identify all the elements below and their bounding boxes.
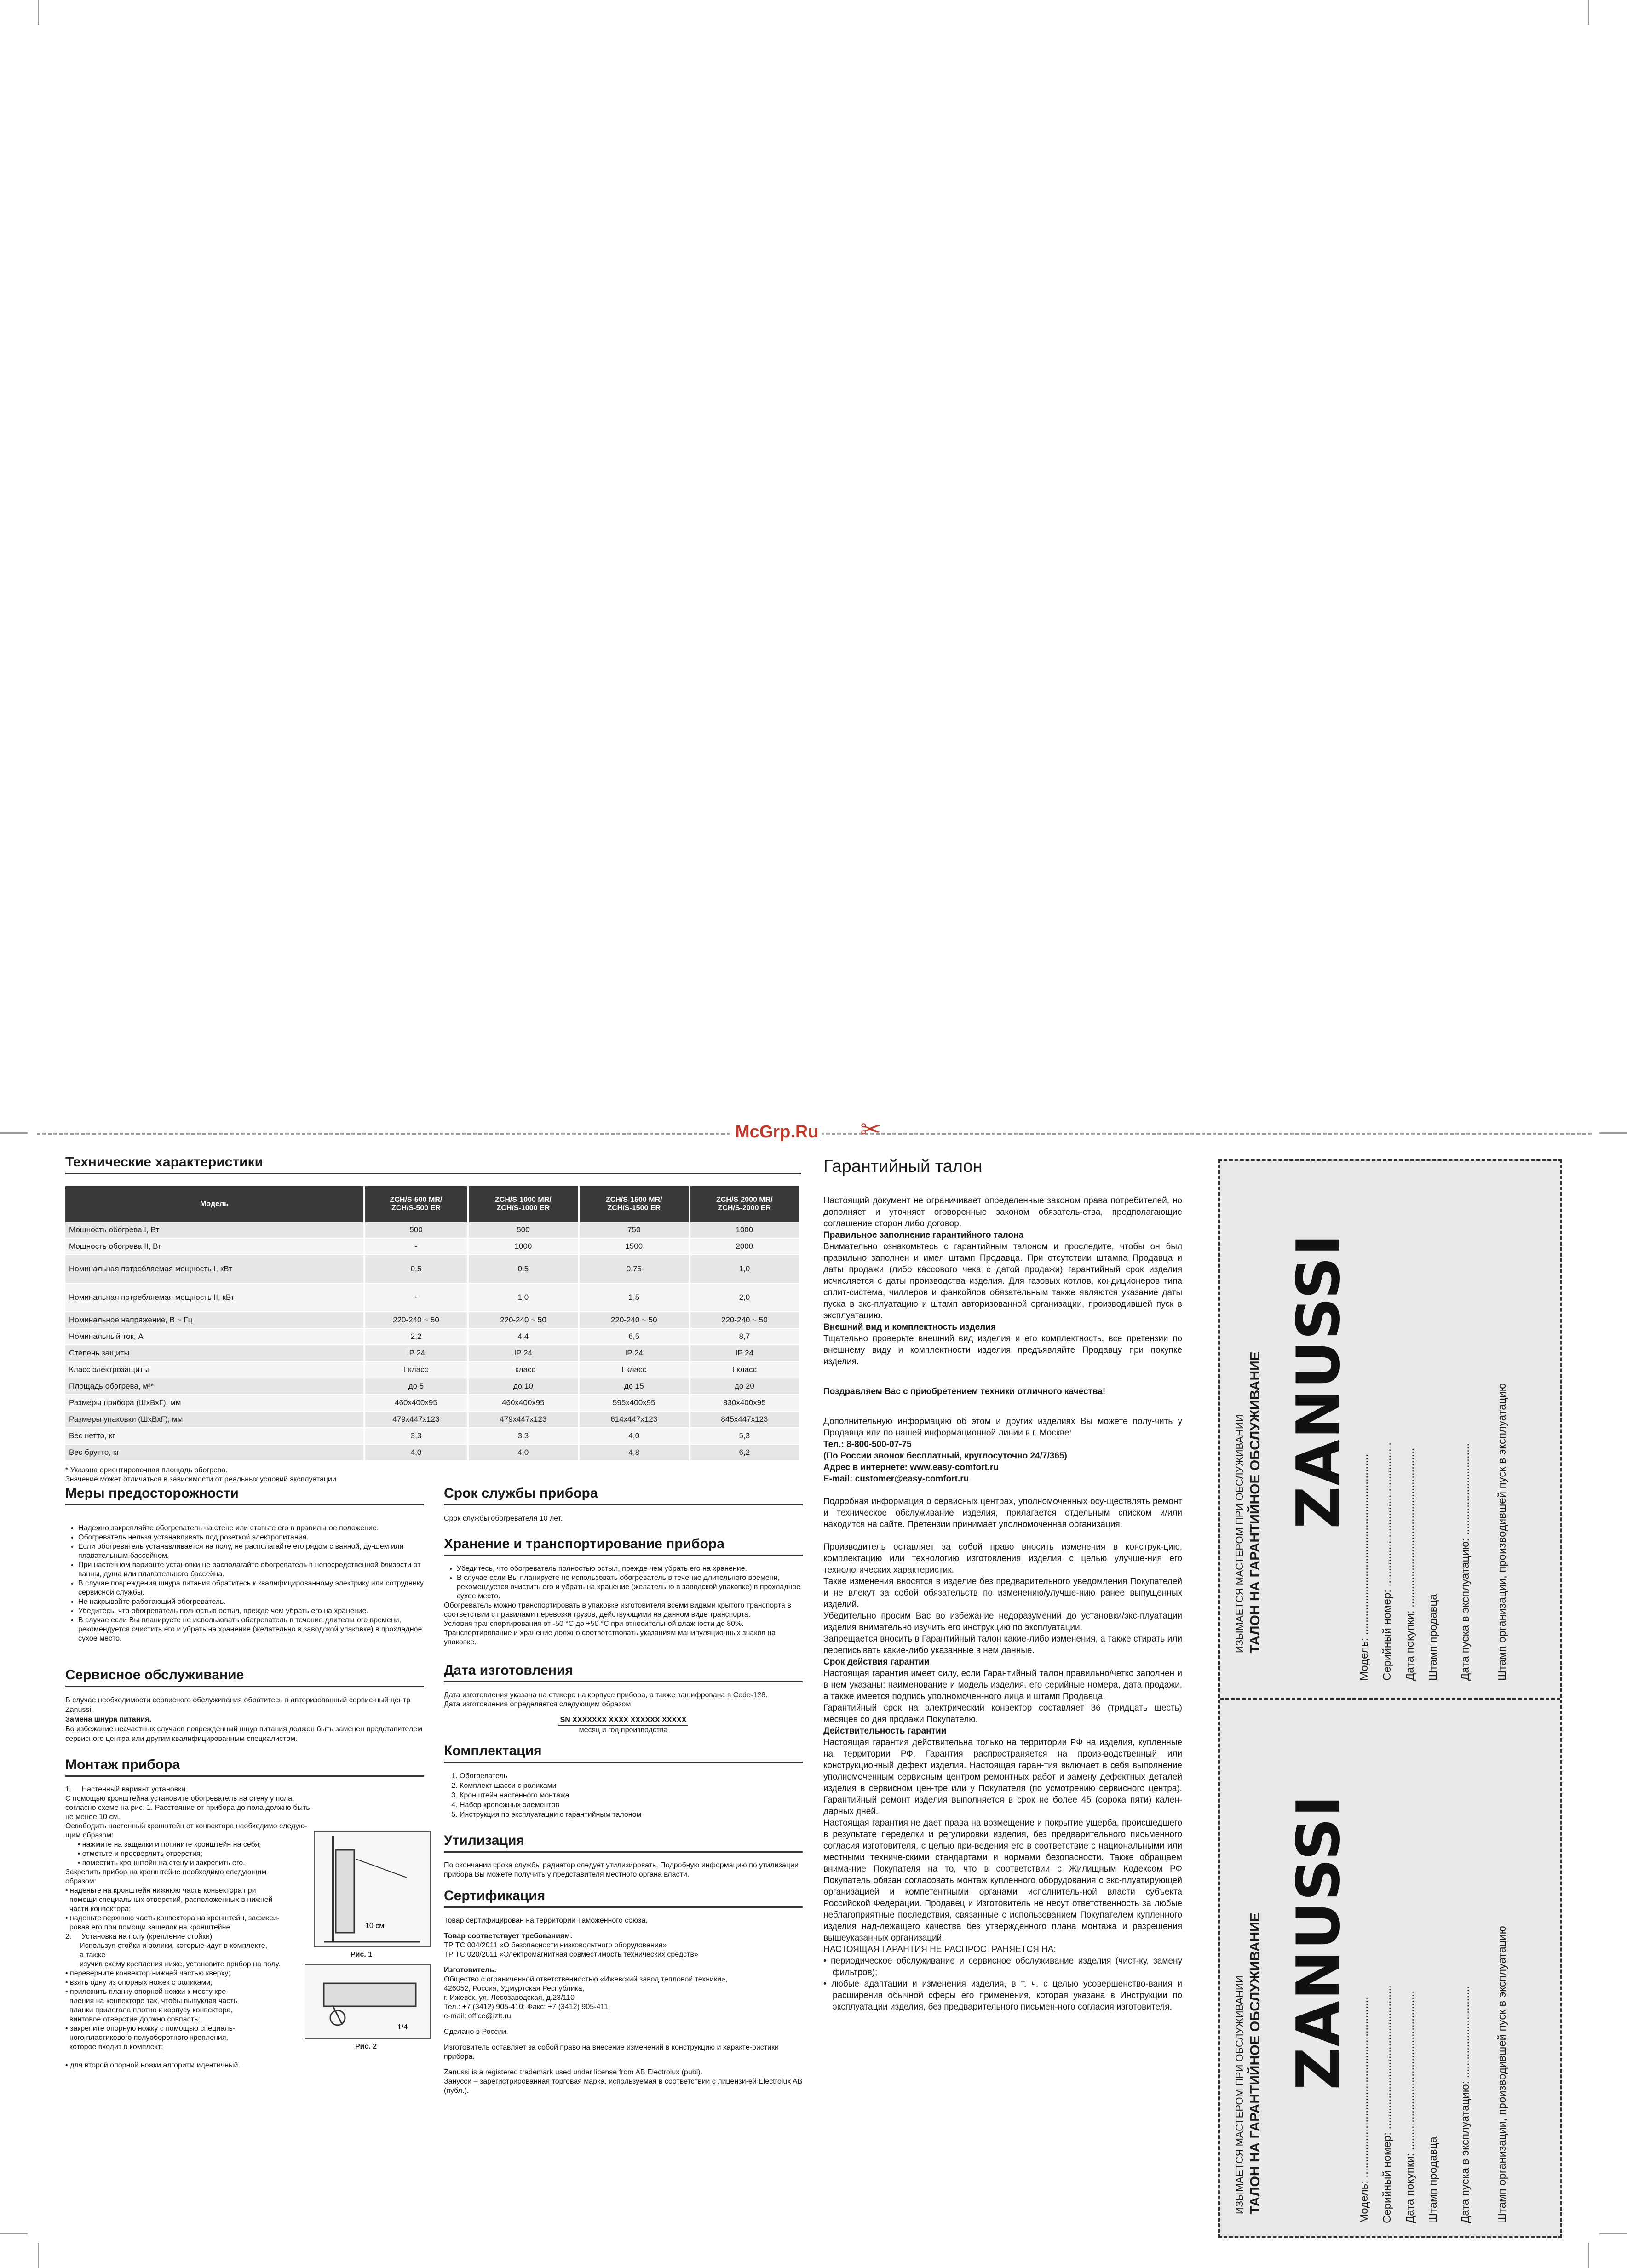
coupon-title: ТАЛОН НА ГАРАНТИЙНОЕ ОБСЛУЖИВАНИЕ <box>1248 1912 1263 2214</box>
mount-line: Используя стойки и ролики, которые идут в комплекте, <box>65 1942 268 1950</box>
mount-line: С помощью кронштейна установите обогреватель на стену у пола, <box>65 1795 294 1803</box>
spec-value: 4,8 <box>579 1444 690 1461</box>
spec-value: 2000 <box>690 1238 799 1255</box>
spec-param-name: Номинальный ток, А <box>65 1328 364 1345</box>
cert-req: ТР ТС 004/2011 «О безопасности низковольтного оборудования» <box>444 1941 667 1949</box>
spec-value: 595х400х95 <box>579 1395 690 1411</box>
spec-value: IP 24 <box>579 1345 690 1361</box>
coupon-start-date-field[interactable]: Дата пуска в эксплуатацию: .............................. <box>1459 1986 1472 2223</box>
zanussi-logo: ZANUSSI <box>1284 1794 1353 2090</box>
mount-line: 1. Настенный вариант установки <box>65 1786 186 1793</box>
spec-row <box>65 1428 799 1444</box>
spec-value: 500 <box>364 1222 468 1238</box>
serial-caption: месяц и год производства <box>579 1726 668 1734</box>
spec-row <box>65 1378 799 1395</box>
mount-line: Закрепить прибор на кронштейне необходимо следующим <box>65 1868 267 1876</box>
spec-row <box>65 1411 799 1428</box>
spec-param-name: Размеры упаковки (ШхВхГ), мм <box>65 1411 364 1428</box>
spec-table <box>65 1186 799 1461</box>
spec-value: 1500 <box>579 1238 690 1255</box>
kit-list <box>444 1771 803 1820</box>
mount-line <box>65 2052 351 2061</box>
coupon-seller-stamp: Штамп продавца <box>1427 1594 1439 1681</box>
spec-header-cell: Модель <box>65 1186 364 1222</box>
coupon-top-label: ИЗЫМАЕТСЯ МАСТЕРОМ ПРИ ОБСЛУЖИВАНИИ <box>1234 1414 1245 1653</box>
spec-row <box>65 1238 799 1255</box>
mount-line: ного пластикового полуоборотного крепления, <box>65 2034 228 2042</box>
spec-value: 8,7 <box>690 1328 799 1345</box>
service-text: Во избежание несчастных случаев поврежденный шнур питания должен быть заменен представителем сервисного центра или другим квалифицированным специалистом. <box>65 1725 423 1743</box>
storage-text: Обогреватель можно транспортировать в упаковке изготовителя всеми видами крытого транспорта в соответствии с правилами перевозки грузов, действующими на данном виде транспорта. <box>444 1602 791 1619</box>
coupon-serial-field[interactable]: Серийный номер: ............................................... <box>1381 1442 1393 1681</box>
warranty-text: Гарантийный срок на электрический конвектор составляет 36 (тридцать шесть) месяцев со дня продажи Покупателю. <box>823 1703 1182 1724</box>
life-section <box>444 1486 803 1523</box>
cert-tm: Zanussi is a registered trademark used under license from AB Electrolux (publ). <box>444 2068 703 2076</box>
spec-header-cell: ZCH/S-1500 MR/ ZCH/S-1500 ER <box>579 1186 690 1222</box>
spec-value: 6,2 <box>690 1444 799 1461</box>
crop-mark <box>1599 2233 1627 2234</box>
date-text: Дата изготовления указана на стикере на корпусе прибора, а также зашифрована в Code-128. <box>444 1691 768 1699</box>
kit-item: 4. Набор крепежных элементов <box>460 1800 803 1810</box>
mount-line: • поместить кронштейн на стену и закрепить его. <box>65 1859 245 1867</box>
spec-row <box>65 1361 799 1378</box>
scissors-icon: ✂ <box>860 1116 881 1143</box>
precautions-title: Меры предосторожности <box>65 1486 424 1505</box>
spec-row <box>65 1283 799 1312</box>
warranty-exclusion: • любые адаптации и изменения изделия, в т. ч. с целью усовершенство-вания и расширения обычной сферы его применения, которая указана в Инструкции по эксплуатации изделия, без предварительного письмен-ного согласия изготовителя. <box>823 1979 1182 2012</box>
mount-line: • наденьте верхнюю часть конвектора на кронштейн, зафикси- <box>65 1914 280 1922</box>
spec-value: 460х400х95 <box>468 1395 579 1411</box>
spec-value: 2,0 <box>690 1283 799 1312</box>
mount-line: • взять одну из опорных ножек с роликами; <box>65 1979 213 1987</box>
life-title: Срок службы прибора <box>444 1486 803 1505</box>
kit-item: 3. Кронштейн настенного монтажа <box>460 1791 803 1800</box>
cert-made: Сделано в России. <box>444 2028 508 2036</box>
warranty-text: Настоящая гарантия имеет силу, если Гарантийный талон правильно/четко заполнен и в нем указаны: наименование и модель изделия, его серийные номера, дата продажи, а также имеется подпись уполномочен-ного лица и штамп Продавца. <box>823 1669 1182 1701</box>
cert-title: Сертификация <box>444 1888 803 1908</box>
spec-value: IP 24 <box>690 1345 799 1361</box>
spec-param-name: Площадь обогрева, м²* <box>65 1378 364 1395</box>
warranty-exclusions-title: НАСТОЯЩАЯ ГАРАНТИЯ НЕ РАСПРОСТРАНЯЕТСЯ НА: <box>823 1945 1056 1954</box>
warranty-text: Внимательно ознакомьтесь с гарантийным талоном и проследите, чтобы он был правильно заполнен и имел штамп Продавца. При отсутствии штампа Продавца и даты продажи (либо кассового чека с датой продажи) гарантийный срок изделия исчисляется с даты производства изделия. Для газовых котлов, кондиционеров типа сплит-система, чиллеров и фанкойлов обязательным также являются указание даты пуска в экс-плуатацию и штамп авторизованной организации, производившей пуск в эксплуатацию. <box>823 1242 1182 1321</box>
warranty-text: Такие изменения вносятся в изделие без предварительного уведомления Покупателей и не влекут за собой обязательств по изменению/улучше-нию ранее выпущенных изделий. <box>823 1577 1182 1609</box>
spec-value: I класс <box>579 1361 690 1378</box>
precautions-section <box>65 1486 424 1643</box>
spec-param-name: Степень защиты <box>65 1345 364 1361</box>
mount-line: ровав его при помощи защелок на кронштейне. <box>65 1923 232 1931</box>
figure-1-wall-mount <box>314 1831 431 1947</box>
spec-header-cell: ZCH/S-1000 MR/ ZCH/S-1000 ER <box>468 1186 579 1222</box>
mount-line: планки прилегала плотно к корпусу конвектора, <box>65 2006 233 2014</box>
warranty-text: Настоящая гарантия действительна только на территории РФ на изделия, купленные на территории РФ. Гарантия распространяется на произ-водственный или конструкционный дефект изделия. Настоящая гаран-тия включает в себя выполнение уполномоченным сервисным центром ремонтных работ и замену дефектных деталей изделия в сервисном цен-тре или у Покупателя (по усмотрению сервисного центра). Гарантийный ремонт изделия выполняется в срок не более 45 (сорока пяти) кален-дарных дней. <box>823 1738 1182 1816</box>
fig1-label: 10 см <box>365 1922 385 1930</box>
spec-value: 220-240 ~ 50 <box>690 1312 799 1328</box>
spec-value: 479х447х123 <box>364 1411 468 1428</box>
spec-value: 0,75 <box>579 1255 690 1283</box>
spec-value: 220-240 ~ 50 <box>579 1312 690 1328</box>
spec-value: 0,5 <box>468 1255 579 1283</box>
spec-param-name: Размеры прибора (ШхВхГ), мм <box>65 1395 364 1411</box>
spec-value: 460х400х95 <box>364 1395 468 1411</box>
mount-line: • переверните конвектор нижней частью кверху; <box>65 1969 230 1977</box>
crop-mark <box>38 2243 39 2268</box>
warranty-email[interactable]: E-mail: customer@easy-comfort.ru <box>823 1474 969 1484</box>
precautions-list <box>65 1524 424 1643</box>
spec-value: 614х447х123 <box>579 1411 690 1428</box>
cert-mfr-line: Общество с ограниченной ответственностью «Ижевский завод тепловой техники», <box>444 1975 728 1983</box>
spec-value: 750 <box>579 1222 690 1238</box>
mount-line: не менее 10 см. <box>65 1813 120 1821</box>
storage-section <box>444 1536 803 1647</box>
coupon-date-field[interactable]: Дата покупки: .................................................... <box>1404 1448 1416 1681</box>
spec-value: IP 24 <box>468 1345 579 1361</box>
crop-mark <box>38 0 39 25</box>
spec-header-cell: ZCH/S-500 MR/ ZCH/S-500 ER <box>364 1186 468 1222</box>
serial-format: SN XXXXXXX XXXX XXXXXX XXXXX <box>558 1716 689 1726</box>
cert-section <box>444 1888 803 2096</box>
spec-param-name: Мощность обогрева II, Вт <box>65 1238 364 1255</box>
cert-tm: Занусси – зарегистрированная торговая марка, используемая в соответствии с лицензи-ей Electrolux AB (публ.). <box>444 2078 803 2095</box>
storage-title: Хранение и транспортирование прибора <box>444 1536 803 1556</box>
spec-param-name: Номинальная потребляемая мощность I, кВт <box>65 1255 364 1283</box>
spec-value: 6,5 <box>579 1328 690 1345</box>
spec-value: - <box>364 1238 468 1255</box>
mount-line: образом: <box>65 1878 97 1885</box>
mount-title: Монтаж прибора <box>65 1757 424 1777</box>
spec-param-name: Вес брутто, кг <box>65 1444 364 1461</box>
spec-param-name: Мощность обогрева I, Вт <box>65 1222 364 1238</box>
spec-value: 4,0 <box>364 1444 468 1461</box>
mount-line: помощи специальных отверстий, расположенных в нижней <box>65 1896 273 1904</box>
cert-req-title: Товар соответствует требованиям: <box>444 1932 573 1940</box>
mount-line: Освободить настенный кронштейн от конвектора необходимо следую- <box>65 1822 307 1830</box>
spec-param-name: Номинальное напряжение, В ~ Гц <box>65 1312 364 1328</box>
cert-mfr-title: Изготовитель: <box>444 1966 497 1974</box>
coupon-title: ТАЛОН НА ГАРАНТИЙНОЕ ОБСЛУЖИВАНИЕ <box>1248 1351 1263 1653</box>
kit-title: Комплектация <box>444 1743 803 1763</box>
spec-note: * Указана ориентировочная площадь обогрева. <box>65 1466 228 1474</box>
spec-value: 5,3 <box>690 1428 799 1444</box>
spec-row <box>65 1255 799 1283</box>
crop-mark <box>1588 0 1589 25</box>
mount-line: 2. Установка на полу (крепление стойки) <box>65 1933 213 1941</box>
mount-line: которое входит в комплект; <box>65 2043 163 2051</box>
spec-value: 3,3 <box>468 1428 579 1444</box>
mount-line: • для второй опорной ножки алгоритм идентичный. <box>65 2061 240 2069</box>
mount-section <box>65 1757 424 2070</box>
warranty-exclusion-text: любые адаптации и изменения изделия, в т. ч. с целью усовершенство-вания и расширения обычной сферы его применения, которая указана в Инструкции по эксплуатации изделия, без предварительного письмен-ного согласия изготовителя. <box>831 1979 1182 2012</box>
warranty-text: Настоящий документ не ограничивает определенные законом права потребителей, но дополняет и уточняет оговоренные законом обязатель-ства, предполагающие соглашение сторон либо договор. <box>823 1196 1182 1229</box>
warranty-phone: Тел.: 8-800-500-07-75 <box>823 1440 912 1449</box>
figure-2-caption: Рис. 2 <box>355 2043 377 2050</box>
spec-value: 1,5 <box>579 1283 690 1312</box>
mount-line: • приложить планку опорной ножки к месту кре- <box>65 1988 229 1996</box>
precaution-item: • Надежно закрепляйте обогреватель на стене или ставьте его в правильное положение. <box>78 1524 424 1533</box>
cert-mfr <box>444 1975 803 2021</box>
spec-note: Значение может отличаться в зависимости от реальных условий эксплуатации <box>65 1476 336 1483</box>
cert-mfr-line: г. Ижевск, ул. Лесозаводская, д.23/110 <box>444 1994 575 2002</box>
warranty-subtitle: Правильное заполнение гарантийного талона <box>823 1230 1024 1240</box>
disposal-section <box>444 1833 803 1879</box>
warranty-exclusion: • периодическое обслуживание и сервисное обслуживание изделия (чист-ку, замену фильтров); <box>823 1956 1183 1977</box>
spec-row <box>65 1222 799 1238</box>
mount-line: а также <box>65 1951 106 1959</box>
spec-value: 220-240 ~ 50 <box>364 1312 468 1328</box>
coupon-model-field[interactable]: Модель: ........................................................... <box>1358 1454 1370 1681</box>
cert-rights: Изготовитель оставляет за собой право на внесение изменений в конструкцию и характе-ристики прибора. <box>444 2044 779 2061</box>
spec-row <box>65 1395 799 1411</box>
precaution-item: • В случае повреждения шнура питания обратитесь к квалифицированному электрику или сотруднику сервисной службы. <box>78 1579 424 1597</box>
cert-text: Товар сертифицирован на территории Таможенного союза. <box>444 1917 648 1924</box>
spec-value: - <box>364 1283 468 1312</box>
disposal-text: По окончании срока службы радиатор следует утилизировать. Подробную информацию по утилизации прибора Вы можете получить у представителя местного органа власти. <box>444 1861 799 1878</box>
spec-row <box>65 1328 799 1345</box>
mount-line: винтовое отверстие должно совпасть; <box>65 2015 200 2023</box>
service-section <box>65 1667 424 1744</box>
figure-1-caption: Рис. 1 <box>351 1951 373 1958</box>
spec-title: Технические характеристики <box>65 1154 801 1174</box>
storage-text: Условия транспортирования от -50 °С до +50 °С при относительной влажности до 80%. <box>444 1620 744 1628</box>
spec-param-name: Класс электрозащиты <box>65 1361 364 1378</box>
spec-value: 1000 <box>690 1222 799 1238</box>
warranty-text: Настоящая гарантия не дает права на возмещение и покрытие ущерба, происшедшего в результате переделки и регулировки изделия, без предварительного письменного согласия изготовителя, с целью при-ведения его в соответствие с национальными или местными техниче-скими стандартами и нормами безопасности. Также обращаем внима-ние Покупателя на то, что в соответствии с Жилищным Кодексом РФ Покупатель обязан согласовать монтаж купленного оборудования с экс-плуатирующей организацией и компетентными органами исполнитель-ной власти субъекта Российской Федерации. Продавец и Изготовитель не несут ответственность за любые неблагоприятные последствия, связанные с использованием Покупателем купленного изделия над-лежащего качества без утвержденного плана монтажа и разрешения вышеуказанных организаций. <box>823 1818 1182 1943</box>
wall-mount-drawing <box>315 1832 430 1946</box>
crop-mark <box>1599 1132 1627 1134</box>
watermark: McGrp.Ru <box>731 1122 822 1142</box>
precaution-item: • Обогреватель нельзя устанавливать под розеткой электропитания. <box>78 1533 424 1542</box>
storage-list <box>444 1564 803 1601</box>
spec-value: 1,0 <box>468 1283 579 1312</box>
warranty-title: Гарантийный талон <box>823 1157 983 1176</box>
spec-value: 830х400х95 <box>690 1395 799 1411</box>
warranty-section <box>823 1157 1182 2013</box>
spec-value: 1,0 <box>690 1255 799 1283</box>
crop-mark <box>1588 2243 1589 2268</box>
disposal-title: Утилизация <box>444 1833 803 1853</box>
warranty-congrats: Поздравляем Вас с приобретением техники отличного качества! <box>823 1387 1106 1396</box>
life-text: Срок службы обогревателя 10 лет. <box>444 1515 563 1522</box>
spec-value: 4,4 <box>468 1328 579 1345</box>
spec-value: 220-240 ~ 50 <box>468 1312 579 1328</box>
spec-value: до 5 <box>364 1378 468 1395</box>
spec-row <box>65 1444 799 1461</box>
warranty-subtitle: Внешний вид и комплектность изделия <box>823 1322 996 1332</box>
cert-mfr-line: e-mail: office@iztt.ru <box>444 2012 511 2020</box>
spec-value: 2,2 <box>364 1328 468 1345</box>
mount-line: изучив схему крепления ниже, установите прибор на полу. <box>65 1960 281 1968</box>
coupon-org-stamp: Штамп организации, производившей пуск в эксплуатацию <box>1496 1926 1508 2223</box>
spec-value: I класс <box>468 1361 579 1378</box>
spec-value: 845х447х123 <box>690 1411 799 1428</box>
coupon-seller-stamp: Штамп продавца <box>1427 2136 1439 2223</box>
coupon-start-date-field[interactable]: Дата пуска в эксплуатацию: .............................. <box>1459 1443 1472 1681</box>
spec-header-cell: ZCH/S-2000 MR/ ZCH/S-2000 ER <box>690 1186 799 1222</box>
spec-row <box>65 1345 799 1361</box>
warranty-text: Убедительно просим Вас во избежание недоразумений до установки/экс-плуатации изделия внимательно изучить его инструкцию по эксплуатации. <box>823 1611 1182 1632</box>
spec-value: 4,0 <box>468 1444 579 1461</box>
spec-value: 3,3 <box>364 1428 468 1444</box>
spec-row <box>65 1312 799 1328</box>
mount-line: пления на конвекторе так, чтобы выпуклая часть <box>65 1997 237 2005</box>
warranty-text: Запрещается вносить в Гарантийный талон какие-либо изменения, а также стирать или переписывать какие-либо указанные в нем данные. <box>823 1634 1182 1655</box>
warranty-exclusion-text: периодическое обслуживание и сервисное обслуживание изделия (чист-ку, замену фильтров); <box>831 1956 1183 1977</box>
service-coupon <box>1218 1159 1562 2238</box>
spec-value: 479х447х123 <box>468 1411 579 1428</box>
warranty-text: Производитель оставляет за собой право вносить изменения в конструк-цию, комплектацию или технологию изготовления изделия с целью улучше-ния его технологических характеристик. <box>823 1542 1182 1575</box>
coupon-serial-field[interactable]: Серийный номер: ............................................... <box>1381 1985 1393 2223</box>
spec-param-name: Вес нетто, кг <box>65 1428 364 1444</box>
precaution-item: • Убедитесь, что обогреватель полностью остыл, прежде чем убрать его на хранение. <box>78 1607 424 1616</box>
warranty-text: Дополнительную информацию об этом и других изделиях Вы можете полу-чить у Продавца или по нашей информационной линии в г. Москве: <box>823 1417 1182 1438</box>
warranty-text: Тщательно проверьте внешний вид изделия и его комплектность, все претензии по внешнему виду и комплектности изделия предъявляйте Продавцу при покупке изделия. <box>823 1334 1182 1367</box>
date-text: Дата изготовления определяется следующим образом: <box>444 1700 633 1708</box>
coupon-cut-line <box>1220 1698 1560 1700</box>
spec-value: до 20 <box>690 1378 799 1395</box>
warranty-subtitle: Действительность гарантии <box>823 1726 947 1736</box>
mount-line: • нажмите на защелки и потяните кронштейн на себя; <box>65 1841 261 1849</box>
mount-line: • закрепите опорную ножку с помощью специаль- <box>65 2025 236 2033</box>
storage-text: Транспортирование и хранение должно соответствовать указаниям манипуляционных знаков на упаковке. <box>444 1629 776 1646</box>
kit-item: 5. Инструкция по эксплуатации с гарантийным талоном <box>460 1810 803 1820</box>
coupon-org-stamp: Штамп организации, производившей пуск в эксплуатацию <box>1496 1383 1508 1681</box>
kit-item: 2. Комплект шасси с роликами <box>460 1781 803 1791</box>
spec-value: 4,0 <box>579 1428 690 1444</box>
warranty-text: Подробная информация о сервисных центрах, уполномоченных осу-ществлять ремонт и техническое обслуживание изделия, прилагается отдельным списком и/или находится на сайте. Претензии принимает уполномоченная организация. <box>823 1497 1182 1529</box>
spec-value: до 10 <box>468 1378 579 1395</box>
mount-line: • наденьте на кронштейн нижнюю часть конвектора при <box>65 1887 256 1895</box>
spec-value: IP 24 <box>364 1345 468 1361</box>
coupon-model-field[interactable]: Модель: ........................................................... <box>1358 1997 1370 2223</box>
cert-req: ТР ТС 020/2011 «Электромагнитная совместимость технических средств» <box>444 1951 698 1958</box>
storage-item: • В случае если Вы планируете не использовать обогреватель в течение длительного времени, рекомендуется очистить его и убрать на хранение (желательно в заводской упаковке) в прохладное сухое место. <box>457 1573 803 1601</box>
fig2-label: 1/4 <box>397 2023 408 2031</box>
warranty-free-note: (По России звонок бесплатный, круглосуточно 24/7/365) <box>823 1451 1067 1461</box>
coupon-top-label: ИЗЫМАЕТСЯ МАСТЕРОМ ПРИ ОБСЛУЖИВАНИИ <box>1234 1975 1245 2214</box>
precaution-item: • В случае если Вы планируете не использовать обогреватель в течение длительного времени, рекомендуется очистить его и убрать на хранение (желательно в заводской упаковке) в прохладное сухое место. <box>78 1616 424 1643</box>
warranty-website[interactable]: Адрес в интернете: www.easy-comfort.ru <box>823 1463 999 1472</box>
storage-item: • Убедитесь, что обогреватель полностью остыл, прежде чем убрать его на хранение. <box>457 1564 803 1573</box>
date-title: Дата изготовления <box>444 1663 803 1682</box>
spec-value: 0,5 <box>364 1255 468 1283</box>
spec-value: I класс <box>690 1361 799 1378</box>
mount-line: части конвектора; <box>65 1905 131 1913</box>
cert-mfr-line: Тел.: +7 (3412) 905-410; Факс: +7 (3412) 905-411, <box>444 2003 610 2011</box>
floor-mount-drawing <box>305 1965 430 2038</box>
spec-section <box>65 1154 801 1484</box>
zanussi-logo: ZANUSSI <box>1284 1233 1353 1529</box>
warranty-subtitle: Срок действия гарантии <box>823 1657 930 1667</box>
precaution-item: • Не накрывайте работающий обогреватель. <box>78 1597 424 1607</box>
kit-item: 1. Обогреватель <box>460 1771 803 1781</box>
precaution-item: • При настенном варианте установки не располагайте обогреватель в непосредственной близости от ванны, душа или плавательного бассейна. <box>78 1561 424 1579</box>
service-subtitle: Замена шнура питания. <box>65 1716 151 1723</box>
cert-mfr-line: 426052, Россия, Удмуртская Республика, <box>444 1985 585 1992</box>
date-section <box>444 1663 803 1735</box>
spec-param-name: Номинальная потребляемая мощность II, кВт <box>65 1283 364 1312</box>
figure-2-floor-mount <box>305 1964 431 2039</box>
mount-line: • отметьте и просверлить отверстия; <box>65 1850 203 1858</box>
coupon-date-field[interactable]: Дата покупки: .................................................... <box>1404 1991 1416 2223</box>
spec-value: I класс <box>364 1361 468 1378</box>
spec-value: 1000 <box>468 1238 579 1255</box>
crop-mark <box>0 1132 28 1134</box>
precaution-item: • Если обогреватель устанавливается на полу, не располагайте его рядом с ванной, ду-шем или плавательным бассейном. <box>78 1542 424 1561</box>
service-title: Сервисное обслуживание <box>65 1667 424 1687</box>
mount-line: согласно схеме на рис. 1. Расстояние от прибора до пола должно быть <box>65 1804 310 1812</box>
mount-line: щим образом: <box>65 1832 114 1839</box>
spec-value: 500 <box>468 1222 579 1238</box>
service-text: В случае необходимости сервисного обслуживания обратитесь в авторизованный сервис-ный центр Zanussi. <box>65 1696 411 1714</box>
kit-section <box>444 1743 803 1820</box>
spec-value: до 15 <box>579 1378 690 1395</box>
crop-mark <box>0 2233 28 2234</box>
